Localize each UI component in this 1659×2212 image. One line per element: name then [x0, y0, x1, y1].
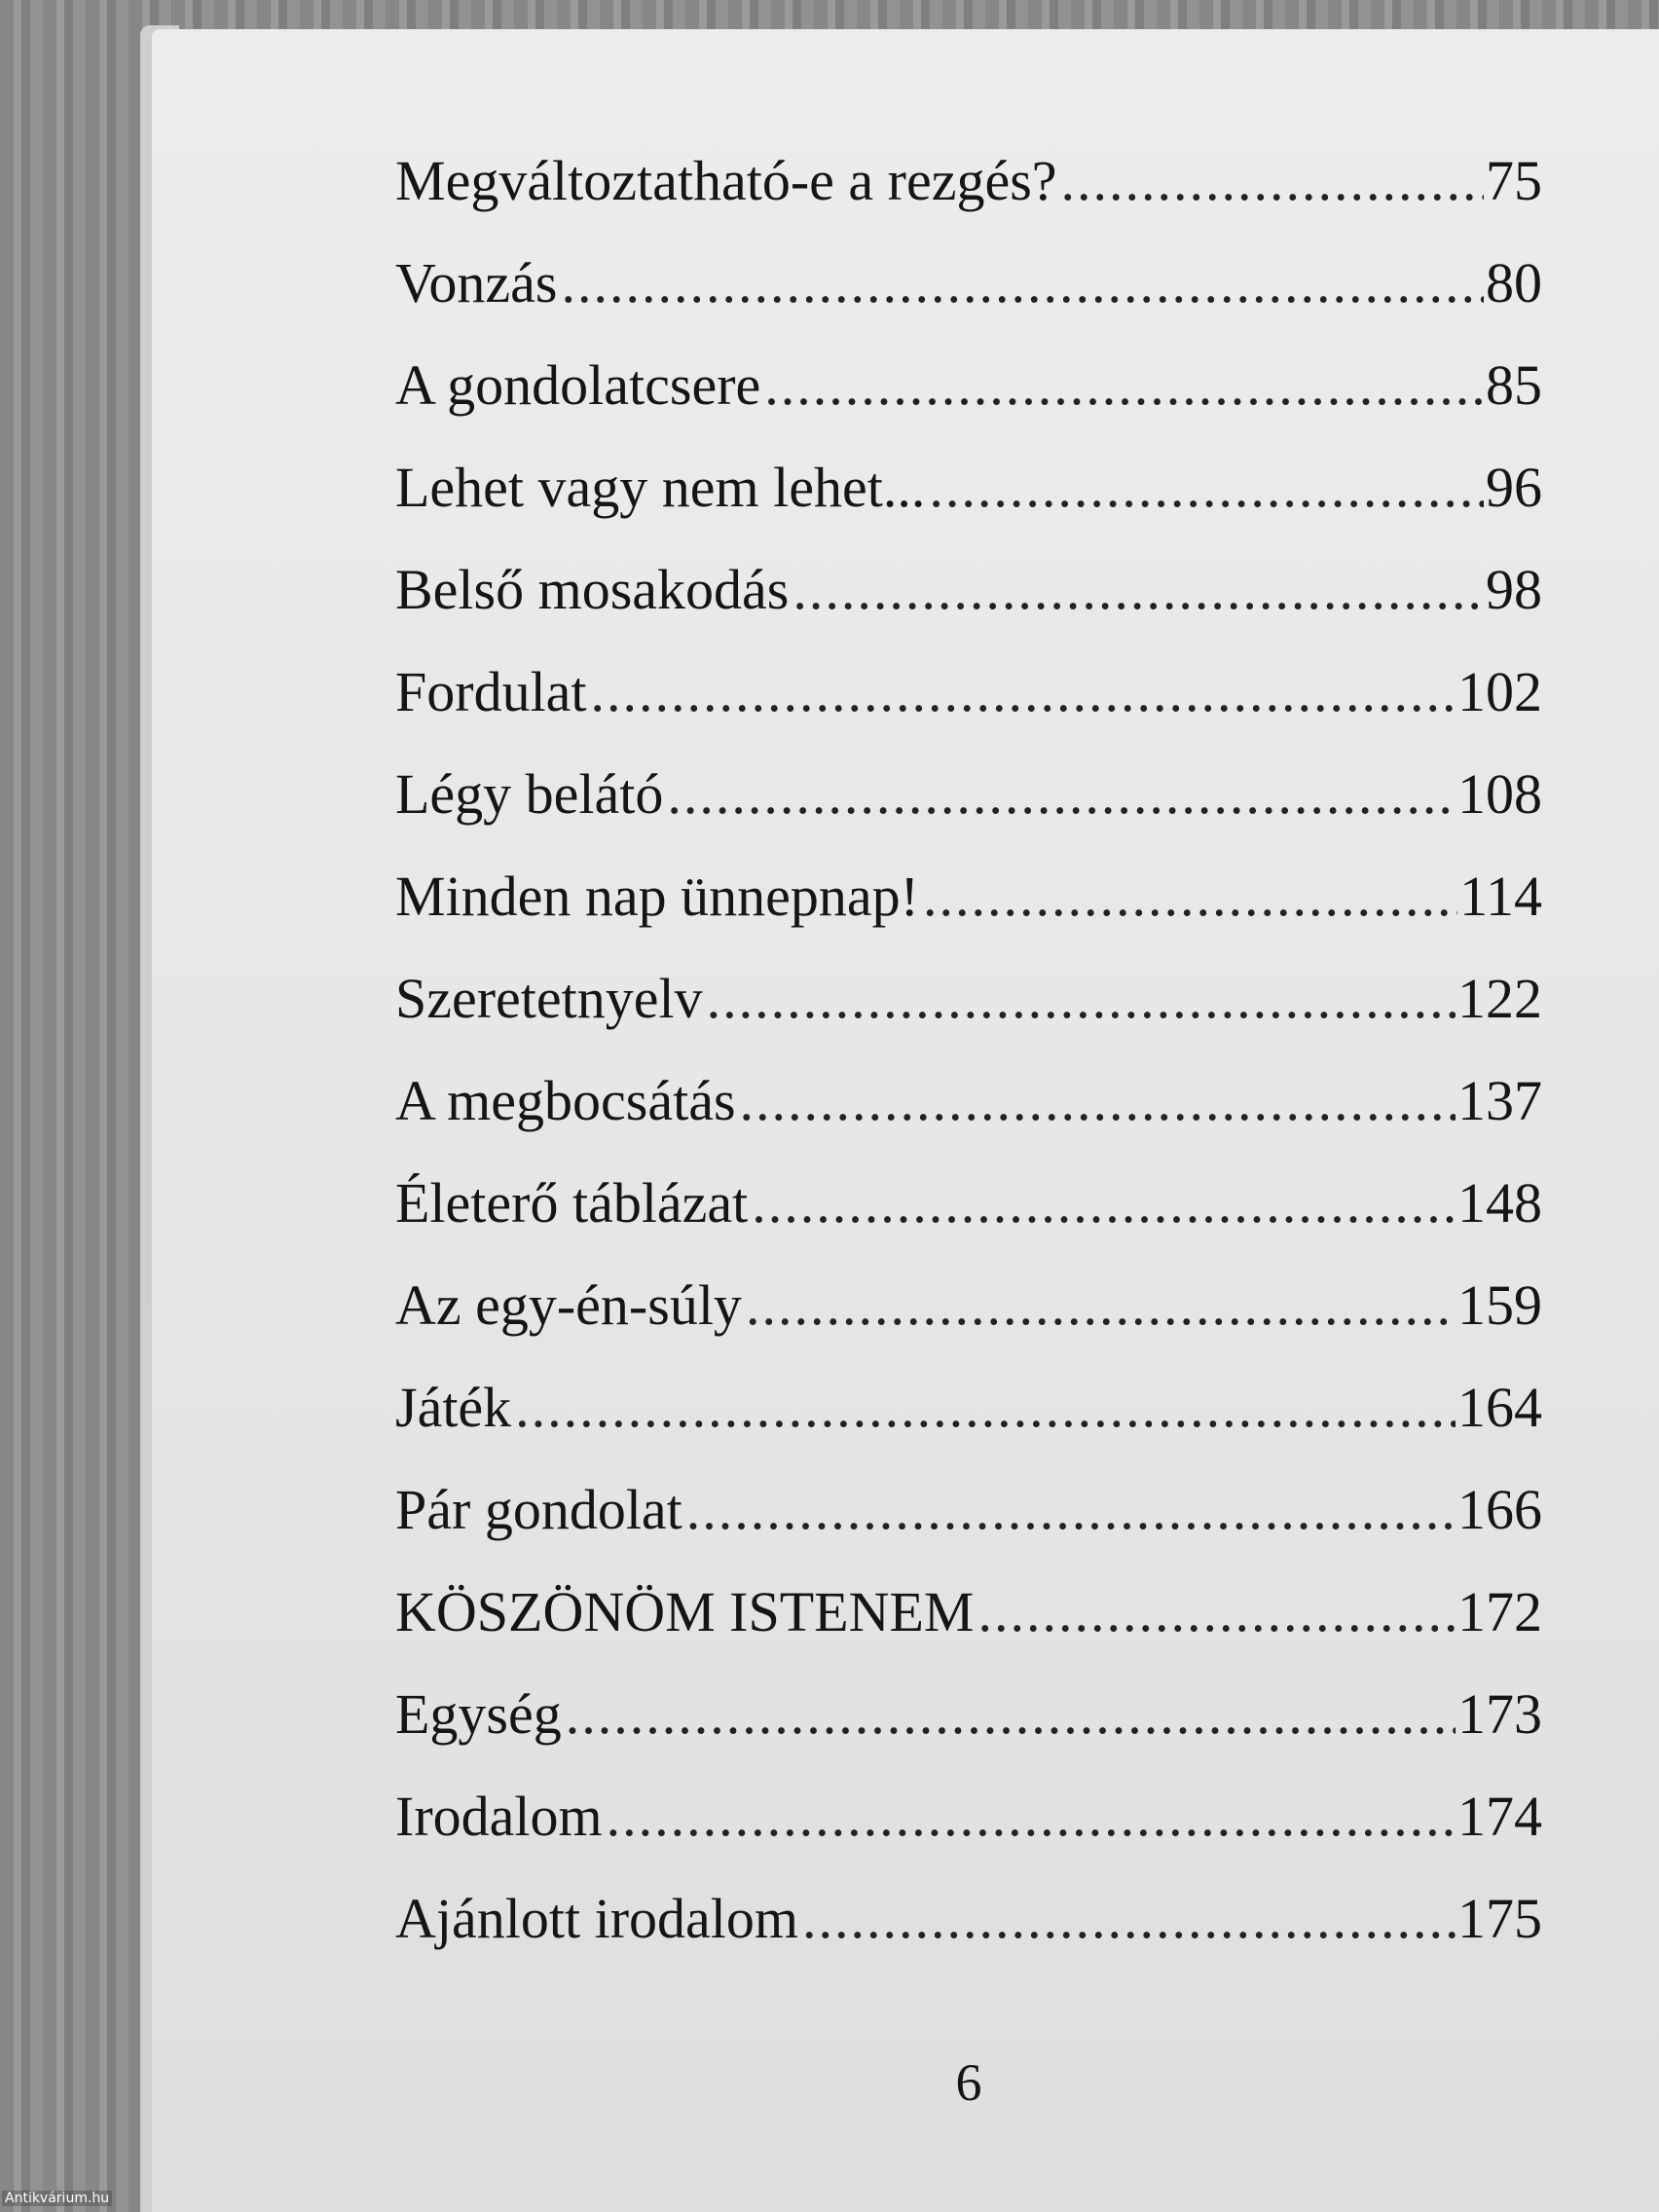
- toc-entry: [395, 1068, 1542, 1170]
- dot-leader: [764, 352, 1484, 418]
- toc-entry-page: 173: [1457, 1682, 1542, 1746]
- toc-entry: [395, 1784, 1542, 1886]
- toc-entry-title: A gondolatcsere: [395, 353, 761, 417]
- toc-entry-page: 164: [1457, 1376, 1542, 1439]
- dot-leader: [929, 455, 1484, 520]
- toc-entry-title: Légy belátó: [395, 762, 664, 826]
- toc-entry: [395, 352, 1542, 455]
- toc-entry-page: 80: [1486, 251, 1542, 314]
- dot-leader: [515, 1375, 1456, 1440]
- toc-entry-title: Életerő táblázat: [395, 1171, 749, 1235]
- toc-entry: [395, 148, 1542, 250]
- toc-entry-title: Fordulat: [395, 660, 587, 723]
- toc-entry-title: Az egy-én-súly: [395, 1273, 742, 1337]
- toc-entry: [395, 1375, 1542, 1477]
- dot-leader: [746, 1272, 1456, 1338]
- toc-entry-title: Vonzás: [395, 251, 558, 314]
- dot-leader: [978, 1579, 1456, 1644]
- toc-entry-title: Pár gondolat: [395, 1478, 682, 1541]
- toc-entry-title: A megbocsátás: [395, 1069, 736, 1132]
- dot-leader: [591, 659, 1456, 724]
- toc-entry-page: 175: [1457, 1887, 1542, 1950]
- toc-entry-title: KÖSZÖNÖM ISTENEM: [395, 1580, 975, 1643]
- toc-entry: [395, 1579, 1542, 1681]
- dot-leader: [752, 1170, 1456, 1235]
- dot-leader: [686, 1477, 1456, 1542]
- toc-entry-title: Ajánlott irodalom: [395, 1887, 798, 1950]
- toc-entry: [395, 864, 1542, 966]
- toc-entry-page: 85: [1486, 353, 1542, 417]
- toc-entry-page: 114: [1459, 865, 1542, 928]
- toc-entry: [395, 557, 1542, 659]
- dot-leader: [566, 1681, 1456, 1747]
- watermark-text: Antikvárium.hu: [2, 2191, 112, 2206]
- toc-entry-page: 75: [1486, 149, 1542, 212]
- toc-entry-title: Belső mosakodás: [395, 558, 790, 621]
- toc-entry: [395, 659, 1542, 761]
- toc-entry-page: 166: [1457, 1478, 1542, 1541]
- toc-entry: [395, 761, 1542, 864]
- toc-entry: [395, 1170, 1542, 1272]
- toc-entry-page: 172: [1457, 1580, 1542, 1643]
- dot-leader: [561, 250, 1484, 315]
- dot-leader: [607, 1784, 1456, 1849]
- toc-entry-page: 174: [1457, 1785, 1542, 1848]
- toc-entry-title: Egység: [395, 1682, 562, 1746]
- toc-entry-page: 148: [1457, 1171, 1542, 1235]
- toc-entry-page: 137: [1457, 1069, 1542, 1132]
- dot-leader: [667, 761, 1456, 827]
- toc-entry-page: 122: [1457, 967, 1542, 1030]
- toc-entry: [395, 966, 1542, 1068]
- dot-leader: [802, 1886, 1456, 1951]
- toc-entry: [395, 250, 1542, 352]
- toc-entry-title: Játék: [395, 1376, 512, 1439]
- dot-leader: [793, 557, 1484, 622]
- page-number: 6: [955, 2053, 982, 2112]
- toc-entry: [395, 1681, 1542, 1784]
- dot-leader: [740, 1068, 1456, 1133]
- toc-entry-title: Irodalom: [395, 1785, 603, 1848]
- toc-entry-page: 98: [1486, 558, 1542, 621]
- toc-entry-page: 96: [1486, 456, 1542, 519]
- dot-leader: [707, 966, 1456, 1031]
- toc-entry-title: Megváltoztatható-e a rezgés?: [395, 149, 1057, 212]
- table-of-contents: [395, 148, 1542, 1988]
- dot-leader: [1061, 148, 1484, 213]
- toc-entry-page: 108: [1457, 762, 1542, 826]
- toc-entry-title: Lehet vagy nem lehet...: [395, 456, 926, 519]
- toc-entry: [395, 1477, 1542, 1579]
- toc-entry: [395, 1272, 1542, 1375]
- toc-entry-page: 102: [1457, 660, 1542, 723]
- toc-entry-title: Szeretetnyelv: [395, 967, 703, 1030]
- toc-entry: [395, 455, 1542, 557]
- dot-leader: [923, 864, 1457, 929]
- toc-entry-title: Minden nap ünnepnap!: [395, 865, 919, 928]
- toc-entry-page: 159: [1457, 1273, 1542, 1337]
- toc-entry: [395, 1886, 1542, 1988]
